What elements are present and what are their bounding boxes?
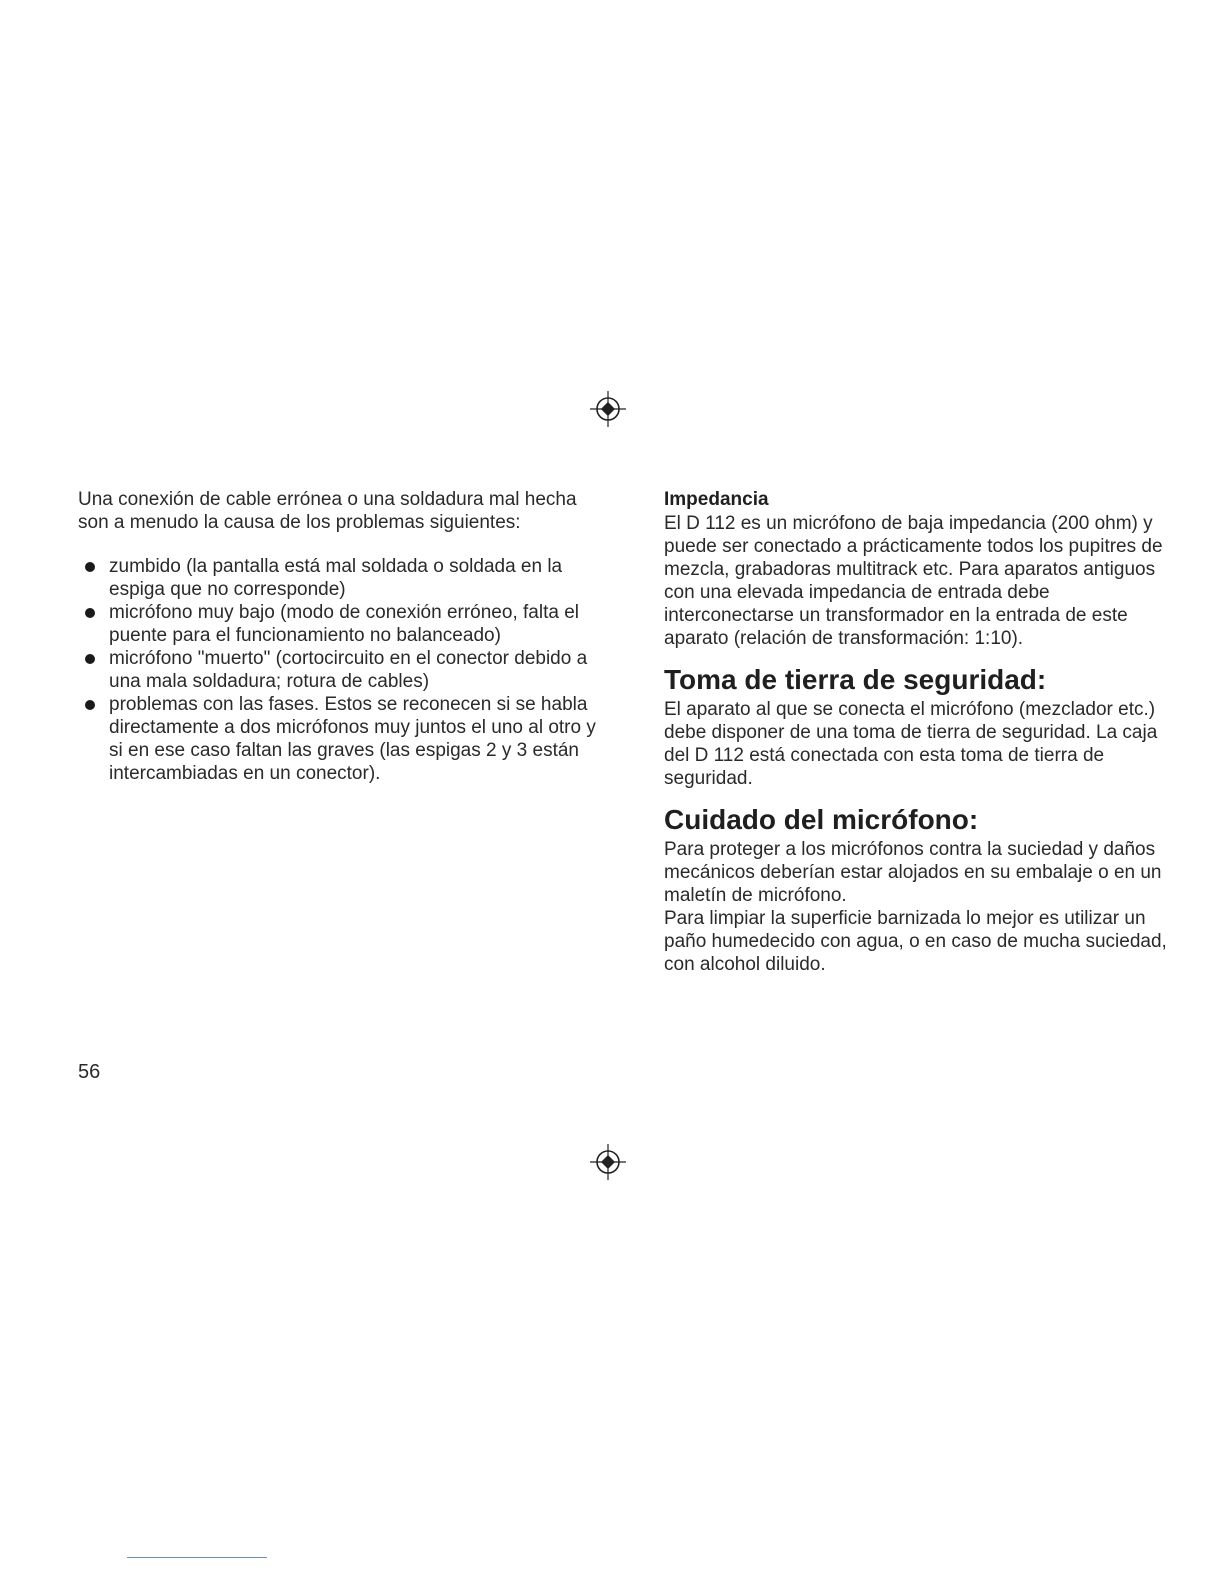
care-title: Cuidado del micrófono: <box>664 804 979 835</box>
list-item <box>78 693 598 785</box>
registration-mark-icon <box>590 391 626 427</box>
page-number: 56 <box>78 1061 101 1083</box>
list-item <box>78 601 598 647</box>
right-column <box>664 488 1174 976</box>
list-item-text: zumbido (la pantalla está mal soldada o soldada en la espiga que no corresponde) <box>109 556 563 600</box>
footer-divider <box>127 1557 267 1558</box>
grounding-title: Toma de tierra de seguridad: <box>664 664 1047 695</box>
bullet-dot-icon <box>85 608 95 618</box>
problem-list <box>78 555 598 785</box>
bullet-dot-icon <box>85 562 95 572</box>
list-item <box>78 647 598 693</box>
list-item-text: problemas con las fases. Estos se reconecen si se habla directamente a dos micrófonos muy juntos el uno al otro y si en ese caso faltan las graves (las espigas 2 y 3 están intercambiadas en un conector). <box>109 694 596 784</box>
impedance-paragraph: El D 112 es un micrófono de baja impedancia (200 ohm) y puede ser conectado a prácticamente todos los pupitres de mezcla, grabadoras multitrack etc. Para aparatos antiguos con una elevada impedancia de entrada debe interconectarse un transformador en la entrada de este aparato (relación de transformación: 1:10). <box>664 513 1163 649</box>
list-item-text: micrófono muy bajo (modo de conexión erróneo, falta el puente para el funcionamiento no balanceado) <box>109 602 579 646</box>
registration-mark-icon <box>590 1144 626 1180</box>
bullet-dot-icon <box>85 654 95 664</box>
left-column <box>78 488 598 785</box>
list-item <box>78 555 598 601</box>
list-item-text: micrófono "muerto" (cortocircuito en el conector debido a una mala soldadura; rotura de cables) <box>109 648 588 692</box>
impedance-heading: Impedancia <box>664 489 769 510</box>
care-paragraph-1: Para proteger a los micrófonos contra la suciedad y daños mecánicos deberían estar alojados en su embalaje o en un maletín de micrófono. <box>664 839 1162 906</box>
bullet-dot-icon <box>85 700 95 710</box>
care-paragraph-2: Para limpiar la superficie barnizada lo mejor es utilizar un paño humedecido con agua, o en caso de mucha suciedad, con alcohol diluido. <box>664 908 1167 975</box>
intro-paragraph: Una conexión de cable errónea o una soldadura mal hecha son a menudo la causa de los problemas siguientes: <box>78 489 577 533</box>
grounding-paragraph: El aparato al que se conecta el micrófono (mezclador etc.) debe disponer de una toma de tierra de seguridad. La caja del D 112 está conectada con esta toma de tierra de seguridad. <box>664 699 1158 789</box>
